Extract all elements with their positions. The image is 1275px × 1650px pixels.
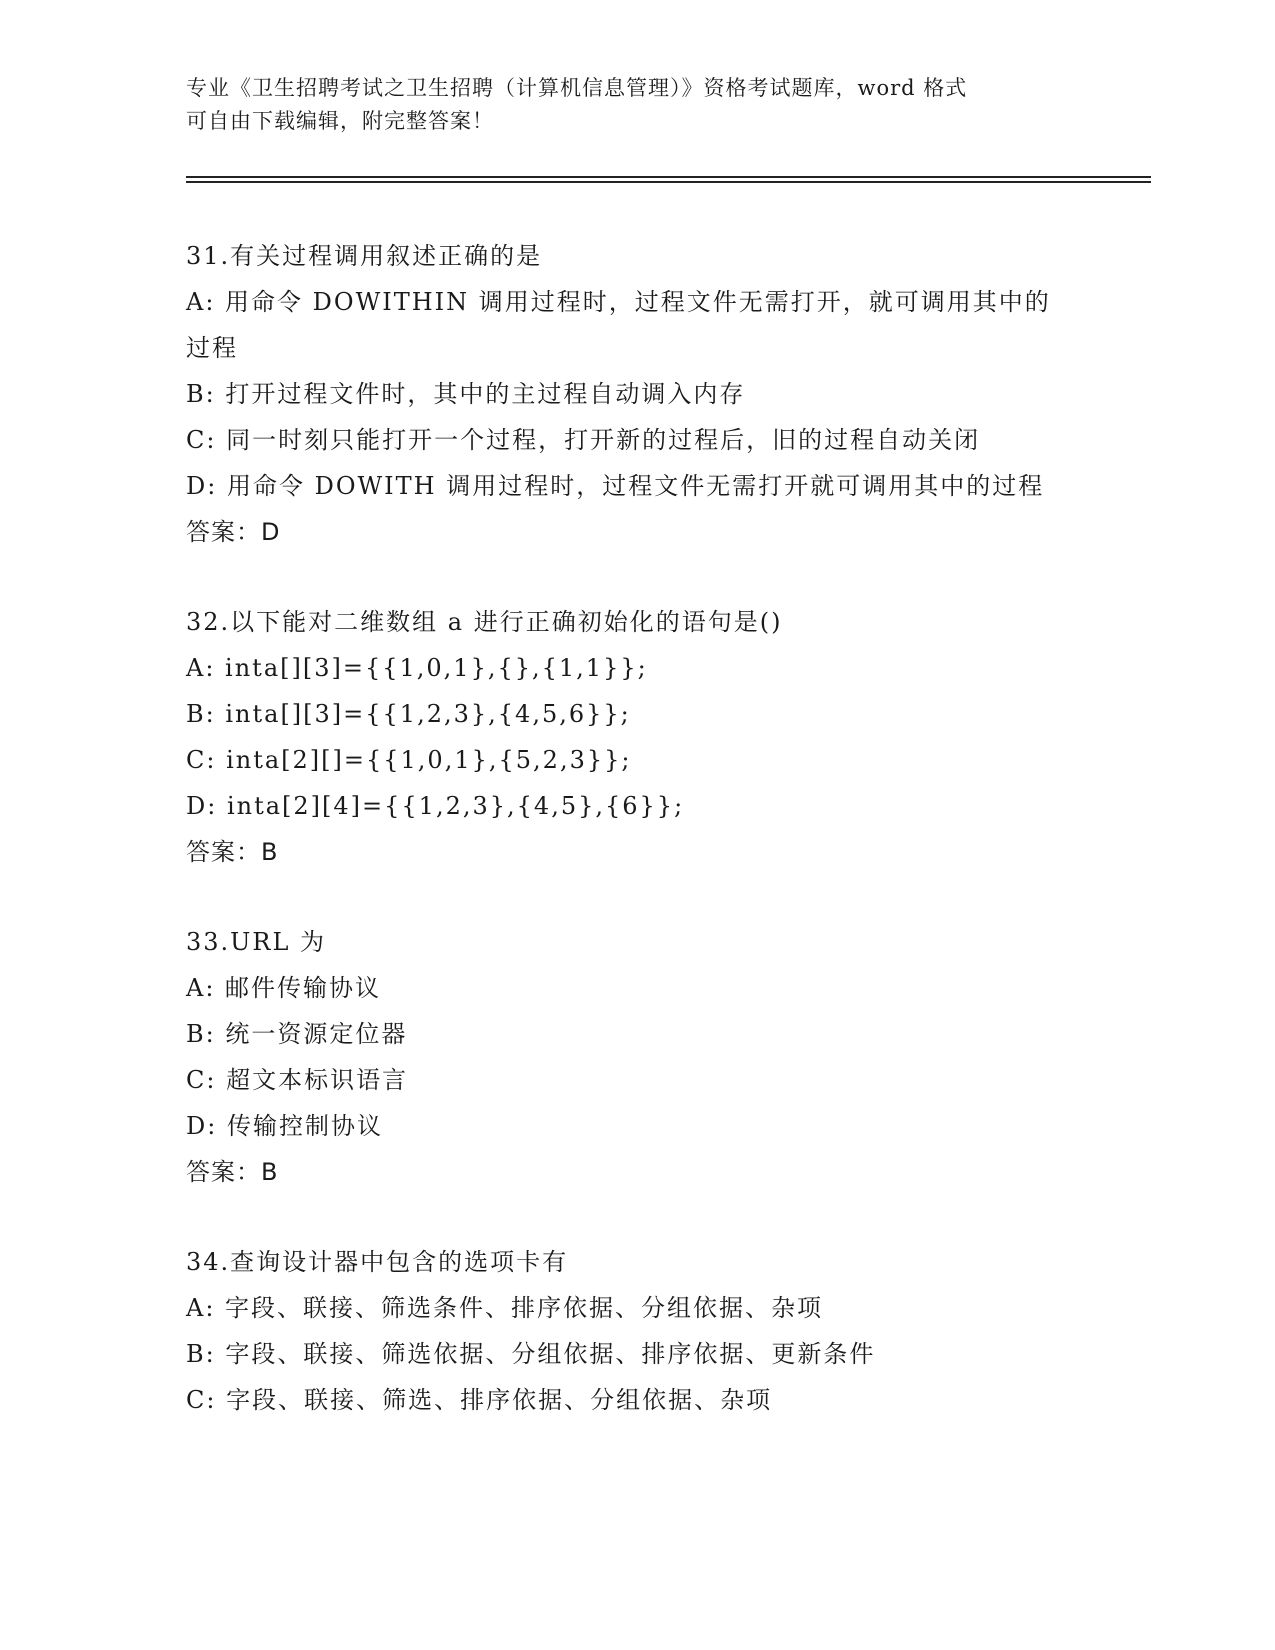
header-line-2: 可自由下载编辑，附完整答案！ [186,109,494,133]
option-b: B: inta[][3]={{1,2,3},{4,5,6}}; [186,700,631,728]
option-a: A: inta[][3]={{1,0,1},{},{1,1}}; [186,654,648,682]
question-31 [186,233,1086,555]
option-b: B: 字段、联接、筛选依据、分组依据、排序依据、更新条件 [186,1340,876,1368]
answer: 答案：B [186,1158,279,1186]
option-a: A: 用命令 DOWITHIN 调用过程时，过程文件无需打开，就可调用其中的过程 [186,288,1051,362]
option-c: C: inta[2][]={{1,0,1},{5,2,3}}; [186,746,632,774]
question-stem: 32.以下能对二维数组 a 进行正确初始化的语句是() [186,608,783,636]
answer: 答案：B [186,838,279,866]
question-stem: 33.URL 为 [186,928,327,956]
option-c: C: 字段、联接、筛选、排序依据、分组依据、杂项 [186,1386,773,1414]
header-divider-top [186,176,1151,178]
option-d: D: 传输控制协议 [186,1112,383,1140]
question-stem: 34.查询设计器中包含的选项卡有 [186,1248,569,1276]
answer: 答案：D [186,518,281,546]
question-stem: 31.有关过程调用叙述正确的是 [186,242,543,270]
option-d: D: 用命令 DOWITH 调用过程时，过程文件无需打开就可调用其中的过程 [186,472,1045,500]
option-b: B: 统一资源定位器 [186,1020,408,1048]
option-c: C: 同一时刻只能打开一个过程，打开新的过程后，旧的过程自动关闭 [186,426,981,454]
header-line-1: 专业《卫生招聘考试之卫生招聘（计算机信息管理）》资格考试题库，word 格式 [186,76,968,100]
option-a: A: 邮件传输协议 [186,974,382,1002]
header-divider-bottom [186,181,1151,183]
option-c: C: 超文本标识语言 [186,1066,409,1094]
option-a: A: 字段、联接、筛选条件、排序依据、分组依据、杂项 [186,1294,824,1322]
option-d: D: inta[2][4]={{1,2,3},{4,5},{6}}; [186,792,685,820]
question-34 [186,1239,1086,1423]
document-header [186,72,1086,138]
option-b: B: 打开过程文件时，其中的主过程自动调入内存 [186,380,746,408]
question-list [186,233,1086,1467]
question-33 [186,919,1086,1195]
question-32 [186,599,1086,875]
